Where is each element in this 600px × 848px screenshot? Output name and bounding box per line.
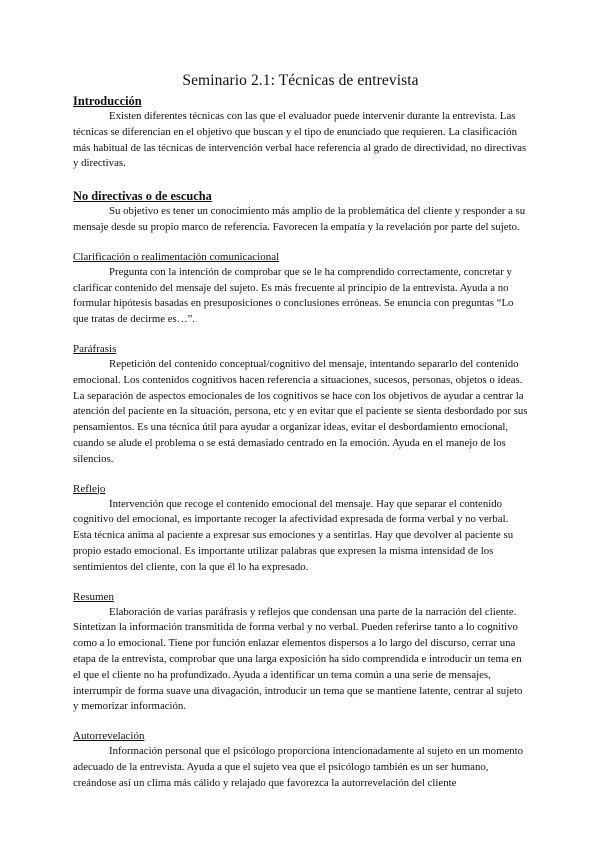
section-no-directivas — [73, 189, 528, 236]
section-introduccion — [73, 94, 528, 172]
paragraph-no-directivas: Su objetivo es tener un conocimiento más amplio de la problemática del cliente y responder a su mensaje desde su propio marco de referencia. Favorecen la empatía y la revelación por parte del sujeto. — [73, 205, 526, 233]
heading-reflejo: Reflejo — [73, 482, 106, 495]
section-autorrevelacion — [73, 729, 528, 791]
heading-introduccion: Introducción — [73, 94, 142, 108]
paragraph-autorrevelacion: Información personal que el psicólogo proporciona intencionadamente al sujeto en un momento adecuado de la entrevista. Ayuda a que el sujeto vea que el psicólogo también es un ser humano, creándose así un clima más cálido y relajado que favorezca la autorrevelación del cliente — [73, 745, 524, 789]
paragraph-resumen: Elaboración de varias paráfrasis y reflejos que condensan una parte de la narración del cliente. Sintetizan la información transmitida de forma verbal y no verbal. Pueden referirse tanto a lo cognitivo como a lo emocional. Tiene por función enlazar elementos dispersos a lo largo del discurso, cerrar una etapa de la entrevista, comprobar que una larga exposición ha sido comprendida e introducir un tema en el que el cliente no ha profundizado. Ayuda a identificar un tema común a una serie de mensajes, interrumpir de forma suave una divagación, introducir un tema que se mantiene latente, centrar al sujeto y memorizar información. — [73, 605, 523, 713]
paragraph-clarificacion: Pregunta con la intención de comprobar que se le ha comprendido correctamente, concretar y clarificar contenido del mensaje del sujeto. Es más frecuente al principio de la entrevista. Ayuda a no formular hipótesis basadas en presuposiciones o conclusiones erróneas. Se enuncia con preguntas “Lo que tratas de decirme es…”. — [73, 265, 514, 326]
heading-clarificacion: Clarificación o realimentación comunicacional — [73, 250, 280, 263]
section-parafrasis — [73, 342, 528, 468]
section-reflejo — [73, 482, 528, 576]
heading-autorrevelacion: Autorrevelación — [73, 730, 145, 743]
document-title: Seminario 2.1: Técnicas de entrevista — [182, 72, 419, 89]
section-resumen — [73, 590, 528, 716]
paragraph-parafrasis: Repetición del contenido conceptual/cognitivo del mensaje, intentando separarlo del contenido emocional. Los contenidos cognitivos hacen referencia a situaciones, sucesos, personas, objetos o ideas. La separación de aspectos emocionales de los cognitivos se hace con los objetivos de ayudar a centrar la atención del paciente en la situación, persona, etc y en evitar que el paciente se sienta desbordado por sus pensamientos. Es una técnica útil para ayudar a organizar ideas, evitar el desbordamiento emocional, cuando se alude el problema o se está demasiado centrado en la emoción. Ayuda en el manejo de los silencios. — [73, 357, 528, 465]
section-clarificacion — [73, 250, 528, 328]
heading-no-directivas: No directivas o de escucha — [73, 189, 212, 204]
heading-resumen: Resumen — [73, 590, 114, 603]
paragraph-introduccion: Existen diferentes técnicas con las que el evaluador puede intervenir durante la entrevista. Las técnicas se diferencian en el objetivo que buscan y el tipo de enunciado que requieren. La clasificación más habitual de las técnicas de intervención verbal hace referencia al grado de directividad, no directivas y directivas. — [73, 110, 527, 170]
paragraph-reflejo: Intervención que recoge el contenido emocional del mensaje. Hay que separar el contenido cognitivo del emocional, es importante recoger la afectividad expresada de forma verbal y no verbal. Esta técnica anima al paciente a expresar sus emociones y a sentirlas. Hay que devolver al paciente su propio estado emocional. Es importante utilizar palabras que expresen la misma intensidad de los sentimientos del cliente, con la que él lo ha expresado. — [73, 497, 514, 573]
heading-parafrasis: Paráfrasis — [73, 342, 117, 355]
